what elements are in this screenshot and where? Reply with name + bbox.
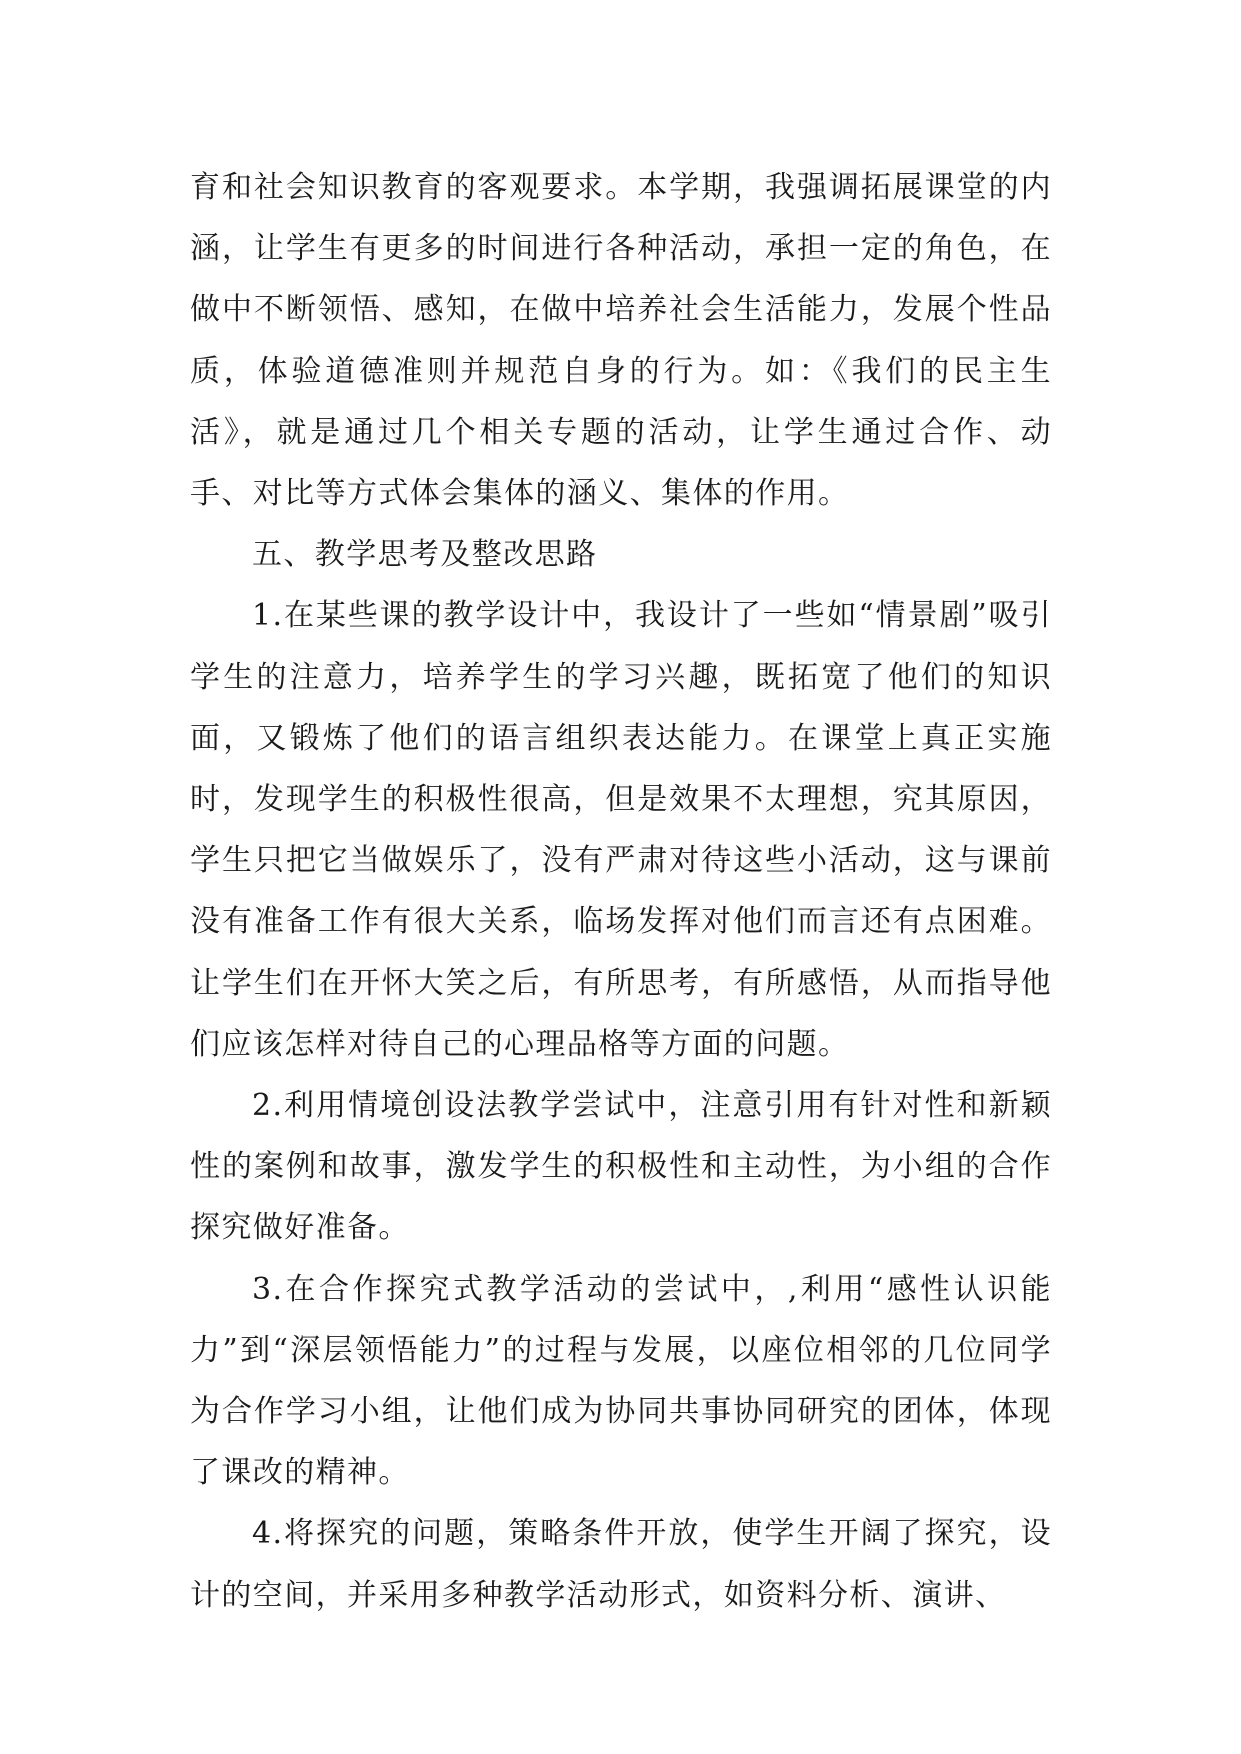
section-heading: 五、教学思考及整改思路 xyxy=(252,537,598,573)
paragraph-item-3: 3.在合作探究式教学活动的尝试中，,利用“感性认识能力”到“深层领悟能力”的过程与发展，以座位相邻的几位同学为合作学习小组，让他们成为协同共事协同研究的团体，体现了课改的精神。 xyxy=(190,1271,1052,1491)
paragraph-item-4: 4.将探究的问题，策略条件开放，使学生开阔了探究，设计的空间，并采用多种教学活动形式，如资料分析、演讲、 xyxy=(190,1516,1052,1613)
document-body xyxy=(190,157,1052,1626)
paragraph-item-2: 2.利用情境创设法教学尝试中，注意引用有针对性和新颖性的案例和故事，激发学生的积极性和主动性，为小组的合作探究做好准备。 xyxy=(190,1088,1052,1246)
paragraph-continuation: 育和社会知识教育的客观要求。本学期，我强调拓展课堂的内涵，让学生有更多的时间进行各种活动，承担一定的角色，在做中不断领悟、感知，在做中培养社会生活能力，发展个性品质，体验道德准则并规范自身的行为。如：《我们的民主生活》，就是通过几个相关专题的活动，让学生通过合作、动手、对比等方式体会集体的涵义、集体的作用。 xyxy=(190,170,1052,512)
paragraph-item-1: 1.在某些课的教学设计中，我设计了一些如“情景剧”吸引学生的注意力，培养学生的学习兴趣，既拓宽了他们的知识面，又锻炼了他们的语言组织表达能力。在课堂上真正实施时，发现学生的积极性很高，但是效果不太理想，究其原因，学生只把它当做娱乐了，没有严肃对待这些小活动，这与课前没有准备工作有很大关系，临场发挥对他们而言还有点困难。让学生们在开怀大笑之后，有所思考，有所感悟，从而指导他们应该怎样对待自己的心理品格等方面的问题。 xyxy=(190,598,1052,1062)
